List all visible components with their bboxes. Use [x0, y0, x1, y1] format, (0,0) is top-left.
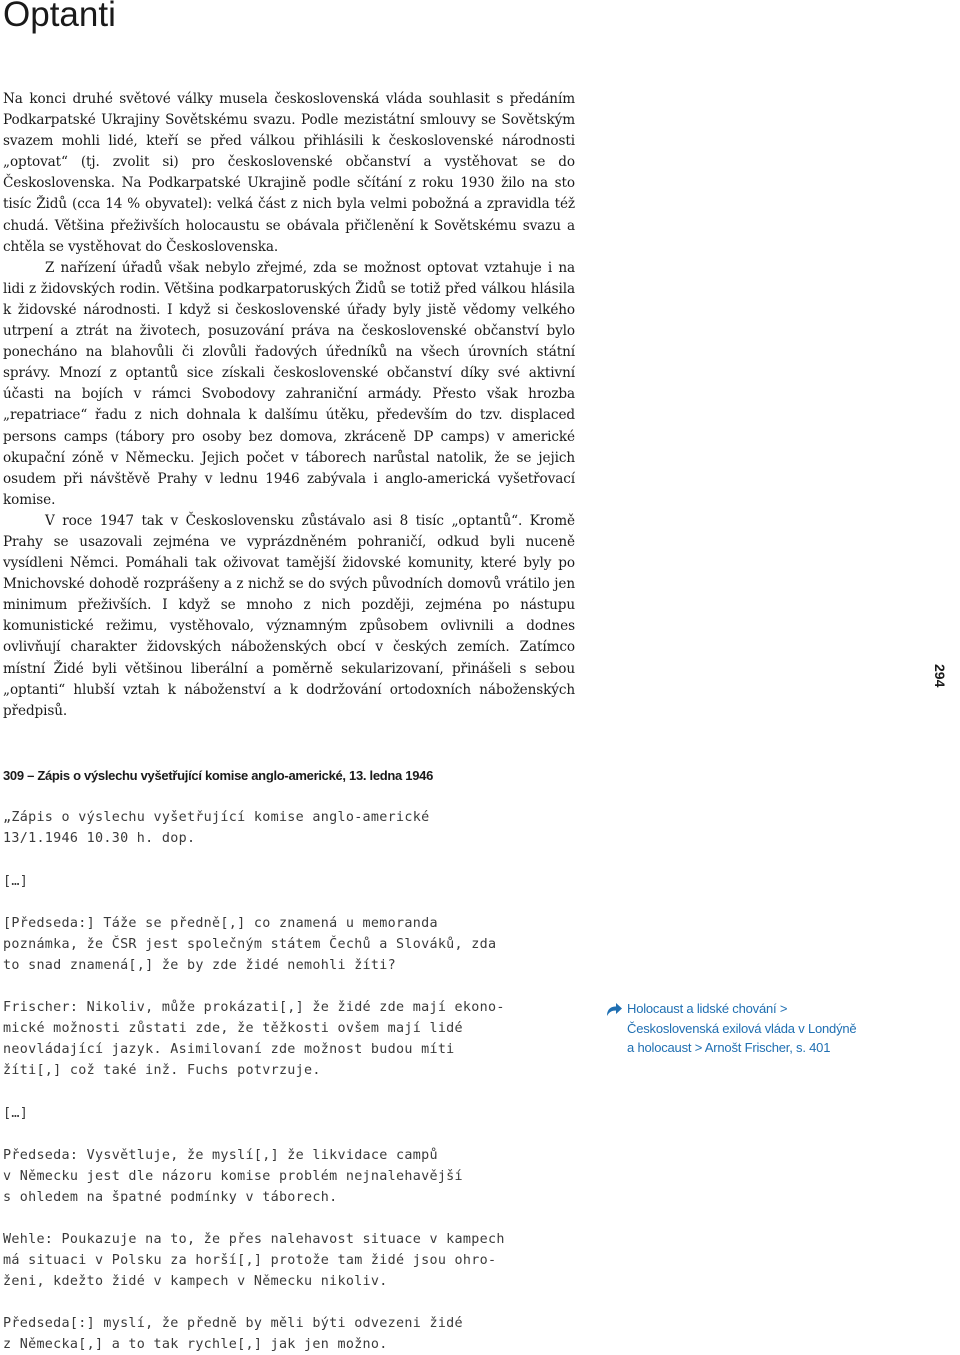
document-quote-block: […]	[3, 1106, 29, 1121]
document-quote-block: Wehle: Poukazuje na to, že přes nalehavost situace v kampech má situaci v Polsku za horší[,] protože tam židé jsou ohro- ženi, kdežto židé v kampech v Německu nikoliv.	[3, 1232, 505, 1290]
crossref-line[interactable]: Československá exilová vláda v Londýně	[627, 1020, 857, 1036]
paragraph: Z nařízení úřadů však nebylo zřejmé, zda se možnost optovat vztahuje i na lidi z židovských rodin. Většina podkarpatoruských Židů se totiž před válkou hlásila k židovské národnosti. I když si československé úřady byly jistě vědomy velkého utrpení a ztrát na životech, posuzování práva na československé občanství bylo ponecháno na blahovůli či zlovůli řadových úředníků na všech úrovních státní správy. Mnozí z optantů sice získali československé občanství díky své aktivní účasti na bojích v rámci Svobodovy zahraniční armády. Přesto však hrozba „repatriace“ řadu z nich dohnala k dalšímu útěku, především do tzv. displaced persons camps (tábory pro osoby bez domova, zkráceně DP camps) v americké okupační zóně v Německu. Jejich počet v táborech narůstal natolik, že se jejich osudem při návštěvě Prahy v lednu 1946 zabývala i anglo-americká vyšetřovací komise.	[3, 259, 575, 508]
document-quote-block: Předseda[:] myslí, že předně by měli býti odvezeni židé z Německa[,] a to tak rychle[,] jak jen možno.	[3, 1316, 463, 1353]
share-arrow-icon	[605, 1000, 623, 1018]
document-quote-block: [Předseda:] Táže se předně[,] co znamená u memoranda poznámka, že ČSR jest společným státem Čechů a Slováků, zda to snad znamená[,] že by zde židé nemohli žíti?	[3, 916, 497, 974]
crossref-link[interactable]	[605, 999, 905, 1058]
document-quote-block: „Zápis o výslechu vyšetřující komise anglo-americké 13/1.1946 10.30 h. dop.	[3, 810, 430, 847]
body-text	[3, 89, 575, 722]
crossref-text[interactable]	[627, 999, 856, 1058]
paragraph: V roce 1947 tak v Československu zůstávalo asi 8 tisíc „optantů“. Kromě Prahy se usazovali zejména ve vyprázdněném pohraničí, odkud byli nuceně vysídleni Němci. Pomáhali tak oživovat tamější židovské komunity, které byly po Mnichovské dohodě rozprášeny a z nichž se do svých původních domovů vrátilo jen minimum přeživších. I když se mnoho z nich později, zejména po nástupu komunistické režimu, vystěhovalo, významným způsobem ovlivnili a dodnes ovlivňují charakter židovských náboženských obcí v českých zemích. Zatímco místní Židé byli většinou liberální a poměrně sekularizovaní, přinášeli s sebou „optanti“ hlubší vztah k náboženství a k dodržování ortodoxních náboženských předpisů.	[3, 512, 575, 719]
paragraph: Na konci druhé světové války musela československá vláda souhlasit s předáním Podkarpatské Ukrajiny Sovětskému svazu. Podle mezistátní smlouvy se Sovětským svazem mohli lidé, kteří se před válkou přihlásili k československé národnosti „optovat“ (tj. zvolit si) pro československé občanství a vystěhovat se do Československa. Na Podkarpatské Ukrajině podle sčítání z roku 1930 žilo na sto tisíc Židů (cca 14 % obyvatel): velká část z nich byla velmi pobožná a zpravidla též chudá. Většina přeživších holocaustu se obávala přičlenění k Sovětskému svazu a chtěla se vystěhovat do Československa.	[3, 91, 575, 255]
document-quote-block: […]	[3, 874, 29, 889]
crossref-line[interactable]: Holocaust a lidské chování >	[627, 1001, 788, 1016]
document-quote-block: Předseda: Vysvětluje, že myslí[,] že likvidace campů v Německu jest dle názoru komise problém nejnalehavější s ohledem na špatné podmínky v táborech.	[3, 1148, 463, 1206]
document-heading: 309 – Zápis o výslechu vyšetřující komise anglo-americké, 13. ledna 1946	[3, 768, 434, 783]
page-number: 294	[932, 664, 948, 688]
document-quote-block: Frischer: Nikoliv, může prokázati[,] že židé zde mají ekono- mické možnosti zůstati zde, že těžkosti ovšem mají lidé neovládající jazyk. Asimilovaní zde možnost budou míti žíti[,] což také inž. Fuchs potvrzuje.	[3, 1000, 505, 1079]
crossref-line[interactable]: a holocaust > Arnošt Frischer, s. 401	[627, 1040, 831, 1055]
page-title: Optanti	[3, 0, 116, 34]
